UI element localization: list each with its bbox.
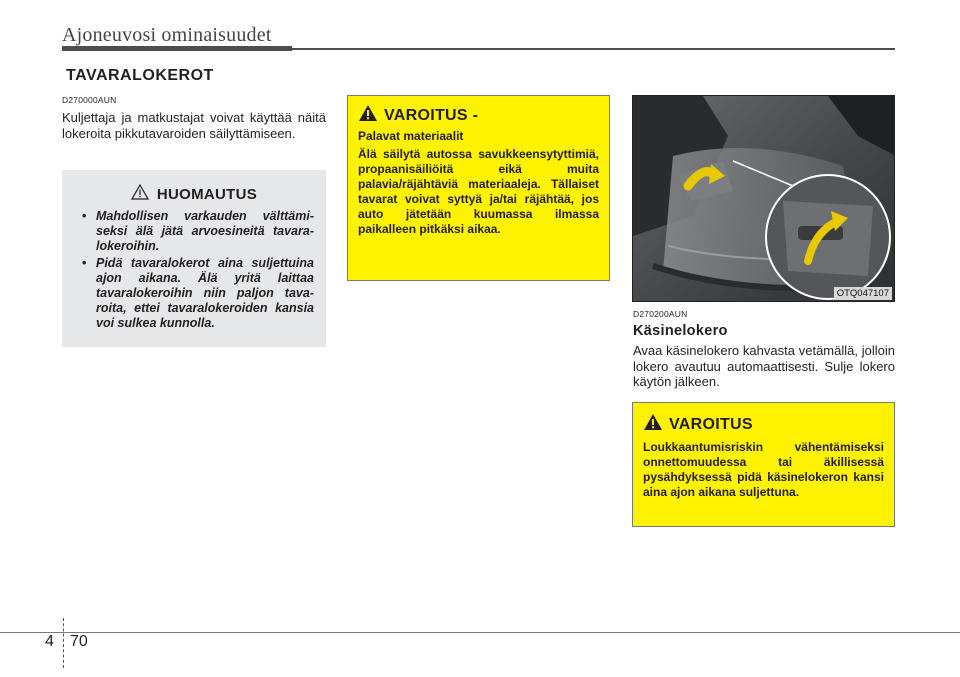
warning-triangle-icon xyxy=(643,413,663,436)
glovebox-title: Käsinelokero xyxy=(633,323,728,339)
glovebox-paragraph: Avaa käsinelokero kahvasta vetämällä, jolloin lokero avautuu automaattisesti. Sulje lokero käytön jälkeen. xyxy=(633,343,895,389)
notice-title: HUOMAUTUS xyxy=(156,186,258,203)
warning-text: Älä säilytä autossa savukkeensytyttimiä, propaanisäiliöitä eikä muita palavia/räjähtäviä materiaaleja. Tällaiset tavarat voivat syttyä ja/tai räjähtää, jos auto jätetään kuumassa ilmassa paikalleen pitkäksi aikaa. xyxy=(358,147,599,236)
glovebox-photo xyxy=(632,95,895,302)
footer-divider xyxy=(63,618,64,668)
section-title: TAVARALOKEROT xyxy=(66,67,214,84)
notice-list xyxy=(74,209,314,331)
chapter-number: 4 xyxy=(45,633,54,650)
warning-box-glovebox xyxy=(632,402,895,527)
warning-subtitle: Palavat materiaalit xyxy=(358,129,464,143)
caution-outline-icon xyxy=(131,184,149,205)
notice-item: • Mahdollisen varkauden välttämiseksi älä jätä arvoesineitä tavaralokeroihin. xyxy=(74,209,314,254)
notice-item: • Pidä tavaralokerot aina suljettuina ajon aikana. Älä yritä laittaa tavaralokeroihin niin paljon tavaroita, ettei tavaralokeroiden kansia voi sulkea kunnolla. xyxy=(74,256,314,331)
notice-header xyxy=(74,184,314,205)
notice-box xyxy=(62,170,326,347)
page-number: 70 xyxy=(70,633,88,650)
figure-code: OTQ047107 xyxy=(834,287,892,300)
glovebox-illustration xyxy=(633,96,895,302)
chapter-title: Ajoneuvosi ominaisuudet xyxy=(62,24,272,46)
warning-title: VAROITUS - xyxy=(384,106,479,124)
header-rule-thin xyxy=(292,48,895,50)
footer-rule xyxy=(0,632,960,633)
intro-code: D270000AUN xyxy=(62,95,117,105)
header-rule-thick xyxy=(62,46,292,51)
warning-header xyxy=(358,104,599,127)
warning-header xyxy=(643,413,884,436)
warning-title: VAROITUS xyxy=(669,415,753,433)
warning-box-flammable xyxy=(347,95,610,281)
warning-triangle-icon xyxy=(358,104,378,127)
intro-paragraph: Kuljettaja ja matkustajat voivat käyttää näitä lokeroita pikkutavaroiden säilyttämiseen. xyxy=(62,110,326,141)
glovebox-code: D270200AUN xyxy=(633,309,688,319)
warning-text: Loukkaantumisriskin vähentämiseksi onnettomuudessa tai äkillisessä pysähdyksessä pidä käsinelokeron kansi aina ajon aikana suljettuna. xyxy=(643,440,884,499)
